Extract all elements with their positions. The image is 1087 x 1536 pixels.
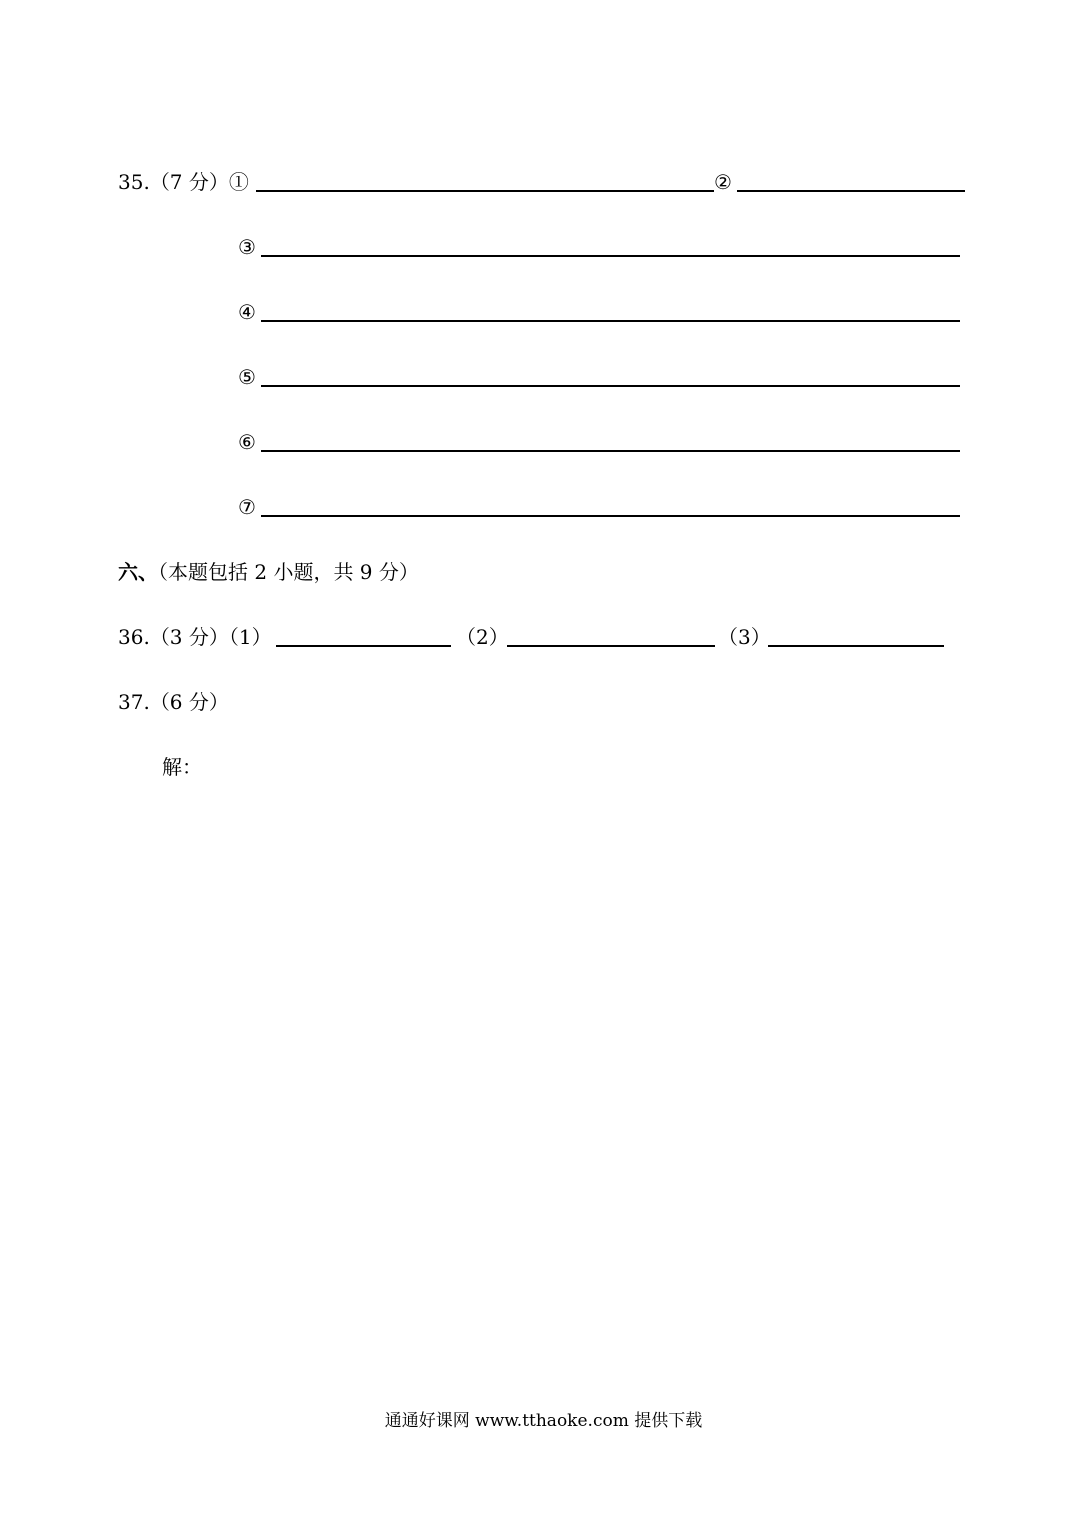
q35-blank-7-line[interactable] xyxy=(261,515,960,517)
q35-blank-6-line[interactable] xyxy=(261,450,960,452)
q35-blank-4-marker: ④ xyxy=(238,300,256,324)
q36-points: （3 分） xyxy=(149,625,229,649)
section-6-heading xyxy=(118,560,419,584)
q36-header xyxy=(118,625,272,649)
q36-part-2-line[interactable] xyxy=(507,645,715,647)
q36-part-3-label: （3） xyxy=(718,625,771,649)
q35-blank-1-line[interactable] xyxy=(256,190,714,192)
q37-answer-label: 解： xyxy=(162,755,202,779)
q37-points: （6 分） xyxy=(149,690,229,714)
q35-blank-2-marker: ② xyxy=(714,170,732,194)
q35-blank-4-line[interactable] xyxy=(261,320,960,322)
q35-number: 35. xyxy=(118,170,150,194)
q36-part-1-label: （1） xyxy=(228,625,272,649)
q35-blank-6-marker: ⑥ xyxy=(238,430,256,454)
q35-blank-7-marker: ⑦ xyxy=(238,495,256,519)
q36-number: 36. xyxy=(118,625,150,649)
q35-blank-5-marker: ⑤ xyxy=(238,365,256,389)
q35-blank-1-marker: ① xyxy=(228,170,249,194)
q35-points: （7 分） xyxy=(149,170,229,194)
q35-blank-3-line[interactable] xyxy=(261,255,960,257)
q37-header xyxy=(118,690,229,714)
q35-blank-2-line[interactable] xyxy=(737,190,965,192)
q35-blank-3-marker: ③ xyxy=(238,235,256,259)
page-footer: 通通好课网 www.tthaoke.com 提供下载 xyxy=(384,1411,703,1431)
q35-blank-5-line[interactable] xyxy=(261,385,960,387)
q36-part-1-line[interactable] xyxy=(276,645,451,647)
section-6-desc: （本题包括 2 小题，共 9 分） xyxy=(158,560,419,584)
section-6-title: 六、 xyxy=(118,560,158,584)
q37-number: 37. xyxy=(118,690,150,714)
q36-part-3-line[interactable] xyxy=(768,645,944,647)
q36-part-2-label: （2） xyxy=(456,625,509,649)
q35-header xyxy=(118,170,249,194)
